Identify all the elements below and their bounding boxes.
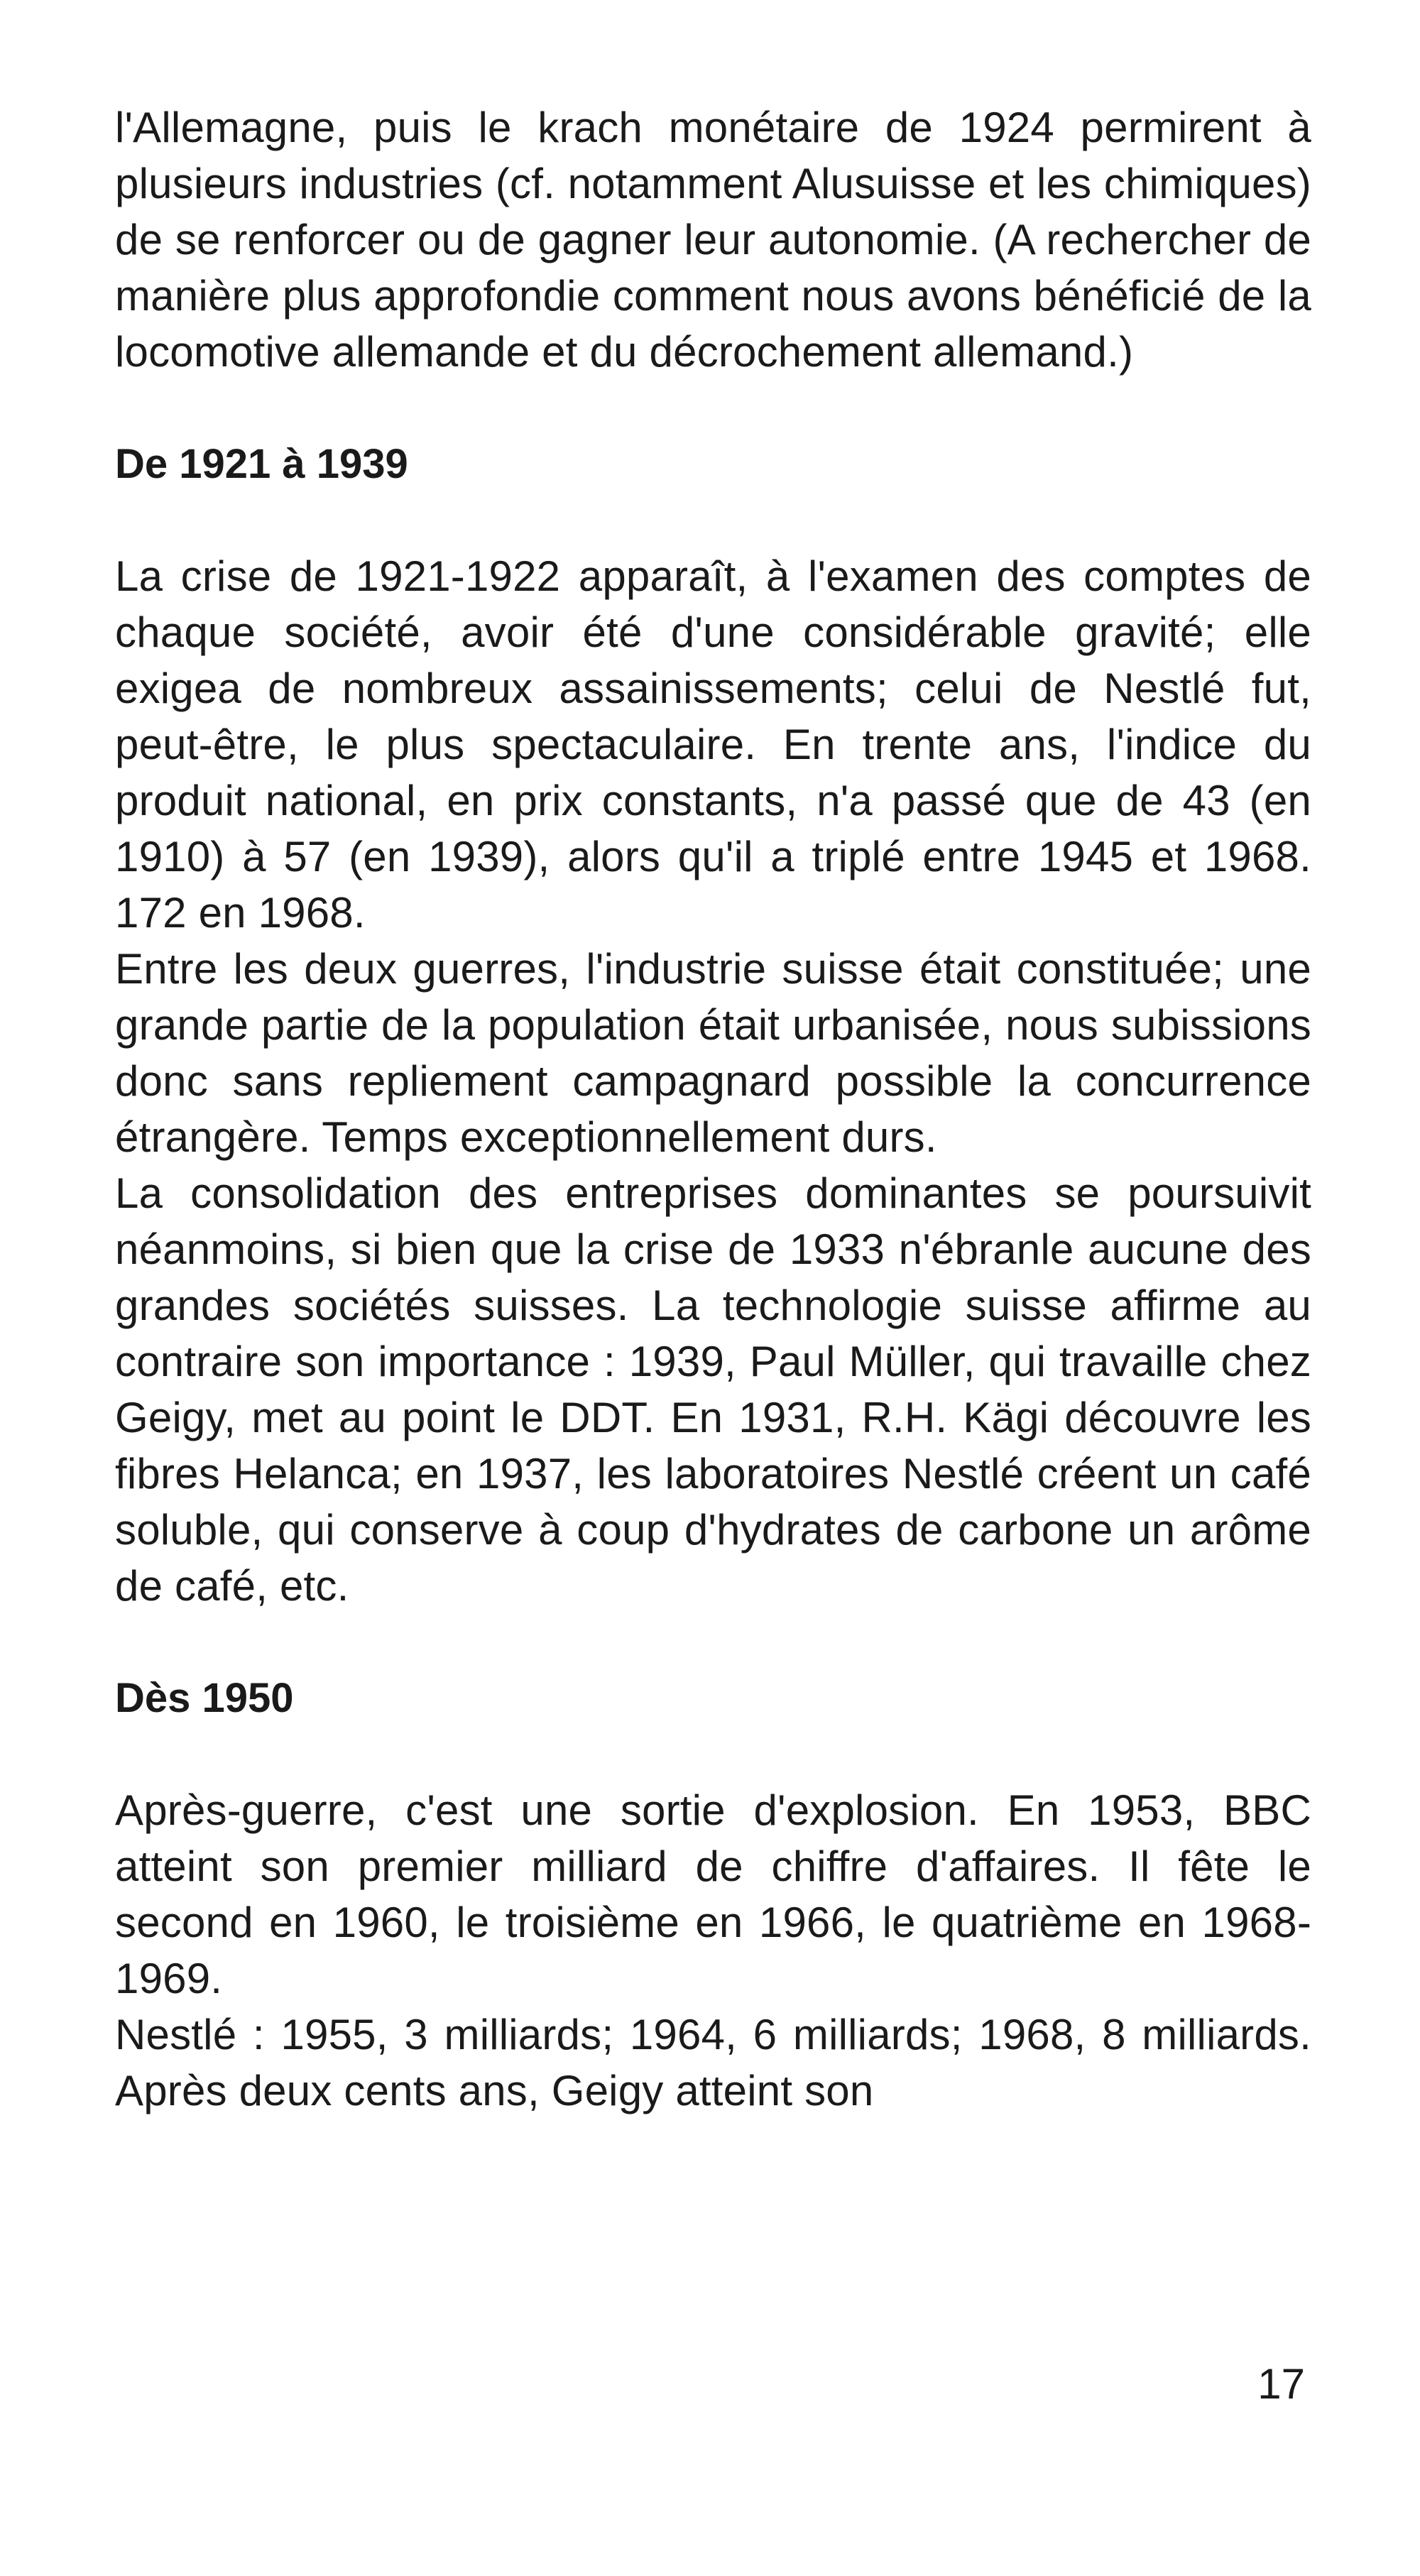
body-paragraph: Après-guerre, c'est une sortie d'explosion. En 1953, BBC atteint son premier milliard de chiffre d'affaires. Il fête le second en 1960, le troisième en 1966, le quatrième en 1968-1969.	[115, 1786, 1311, 2002]
page-body	[115, 99, 1311, 2119]
intro-paragraph: l'Allemagne, puis le krach monétaire de 1924 permirent à plusieurs industries (cf. notamment Alusuisse et les chimiques) de se renforcer ou de gagner leur autonomie. (A rechercher de manière plus approfondie comment nous avons bénéficié de la locomotive allemande et du décrochement allemand.)	[115, 104, 1311, 376]
body-paragraph: Entre les deux guerres, l'industrie suisse était constituée; une grande partie de la population était urbanisée, nous subissions donc sans repliement campagnard possible la concurrence étrangère. Temps exceptionnellement durs.	[115, 945, 1311, 1161]
body-paragraph: La consolidation des entreprises dominantes se poursuivit néanmoins, si bien que la crise de 1933 n'ébranle aucune des grandes sociétés suisses. La technologie suisse affirme au contraire son importance : 1939, Paul Müller, qui travaille chez Geigy, met au point le DDT. En 1931, R.H. Kägi découvre les fibres Helanca; en 1937, les laboratoires Nestlé créent un café soluble, qui conserve à coup d'hydrates de carbone un arôme de café, etc.	[115, 1169, 1311, 1610]
body-paragraph: Nestlé : 1955, 3 milliards; 1964, 6 milliards; 1968, 8 milliards. Après deux cents ans, Geigy atteint son	[115, 2011, 1311, 2114]
page-number: 17	[1257, 2360, 1305, 2408]
spacer	[115, 1614, 1311, 1670]
spacer	[115, 380, 1311, 436]
body-paragraph: La crise de 1921-1922 apparaît, à l'examen des comptes de chaque société, avoir été d'une considérable gravité; elle exigea de nombreux assainissements; celui de Nestlé fut, peut-être, le plus spectaculaire. En trente ans, l'indice du produit national, en prix constants, n'a passé que de 43 (en 1910) à 57 (en 1939), alors qu'il a triplé entre 1945 et 1968. 172 en 1968.	[115, 552, 1311, 937]
spacer	[115, 492, 1311, 548]
section-heading-des-1950: Dès 1950	[115, 1675, 294, 1721]
spacer	[115, 1726, 1311, 1782]
section-heading-1921-1939: De 1921 à 1939	[115, 441, 408, 487]
